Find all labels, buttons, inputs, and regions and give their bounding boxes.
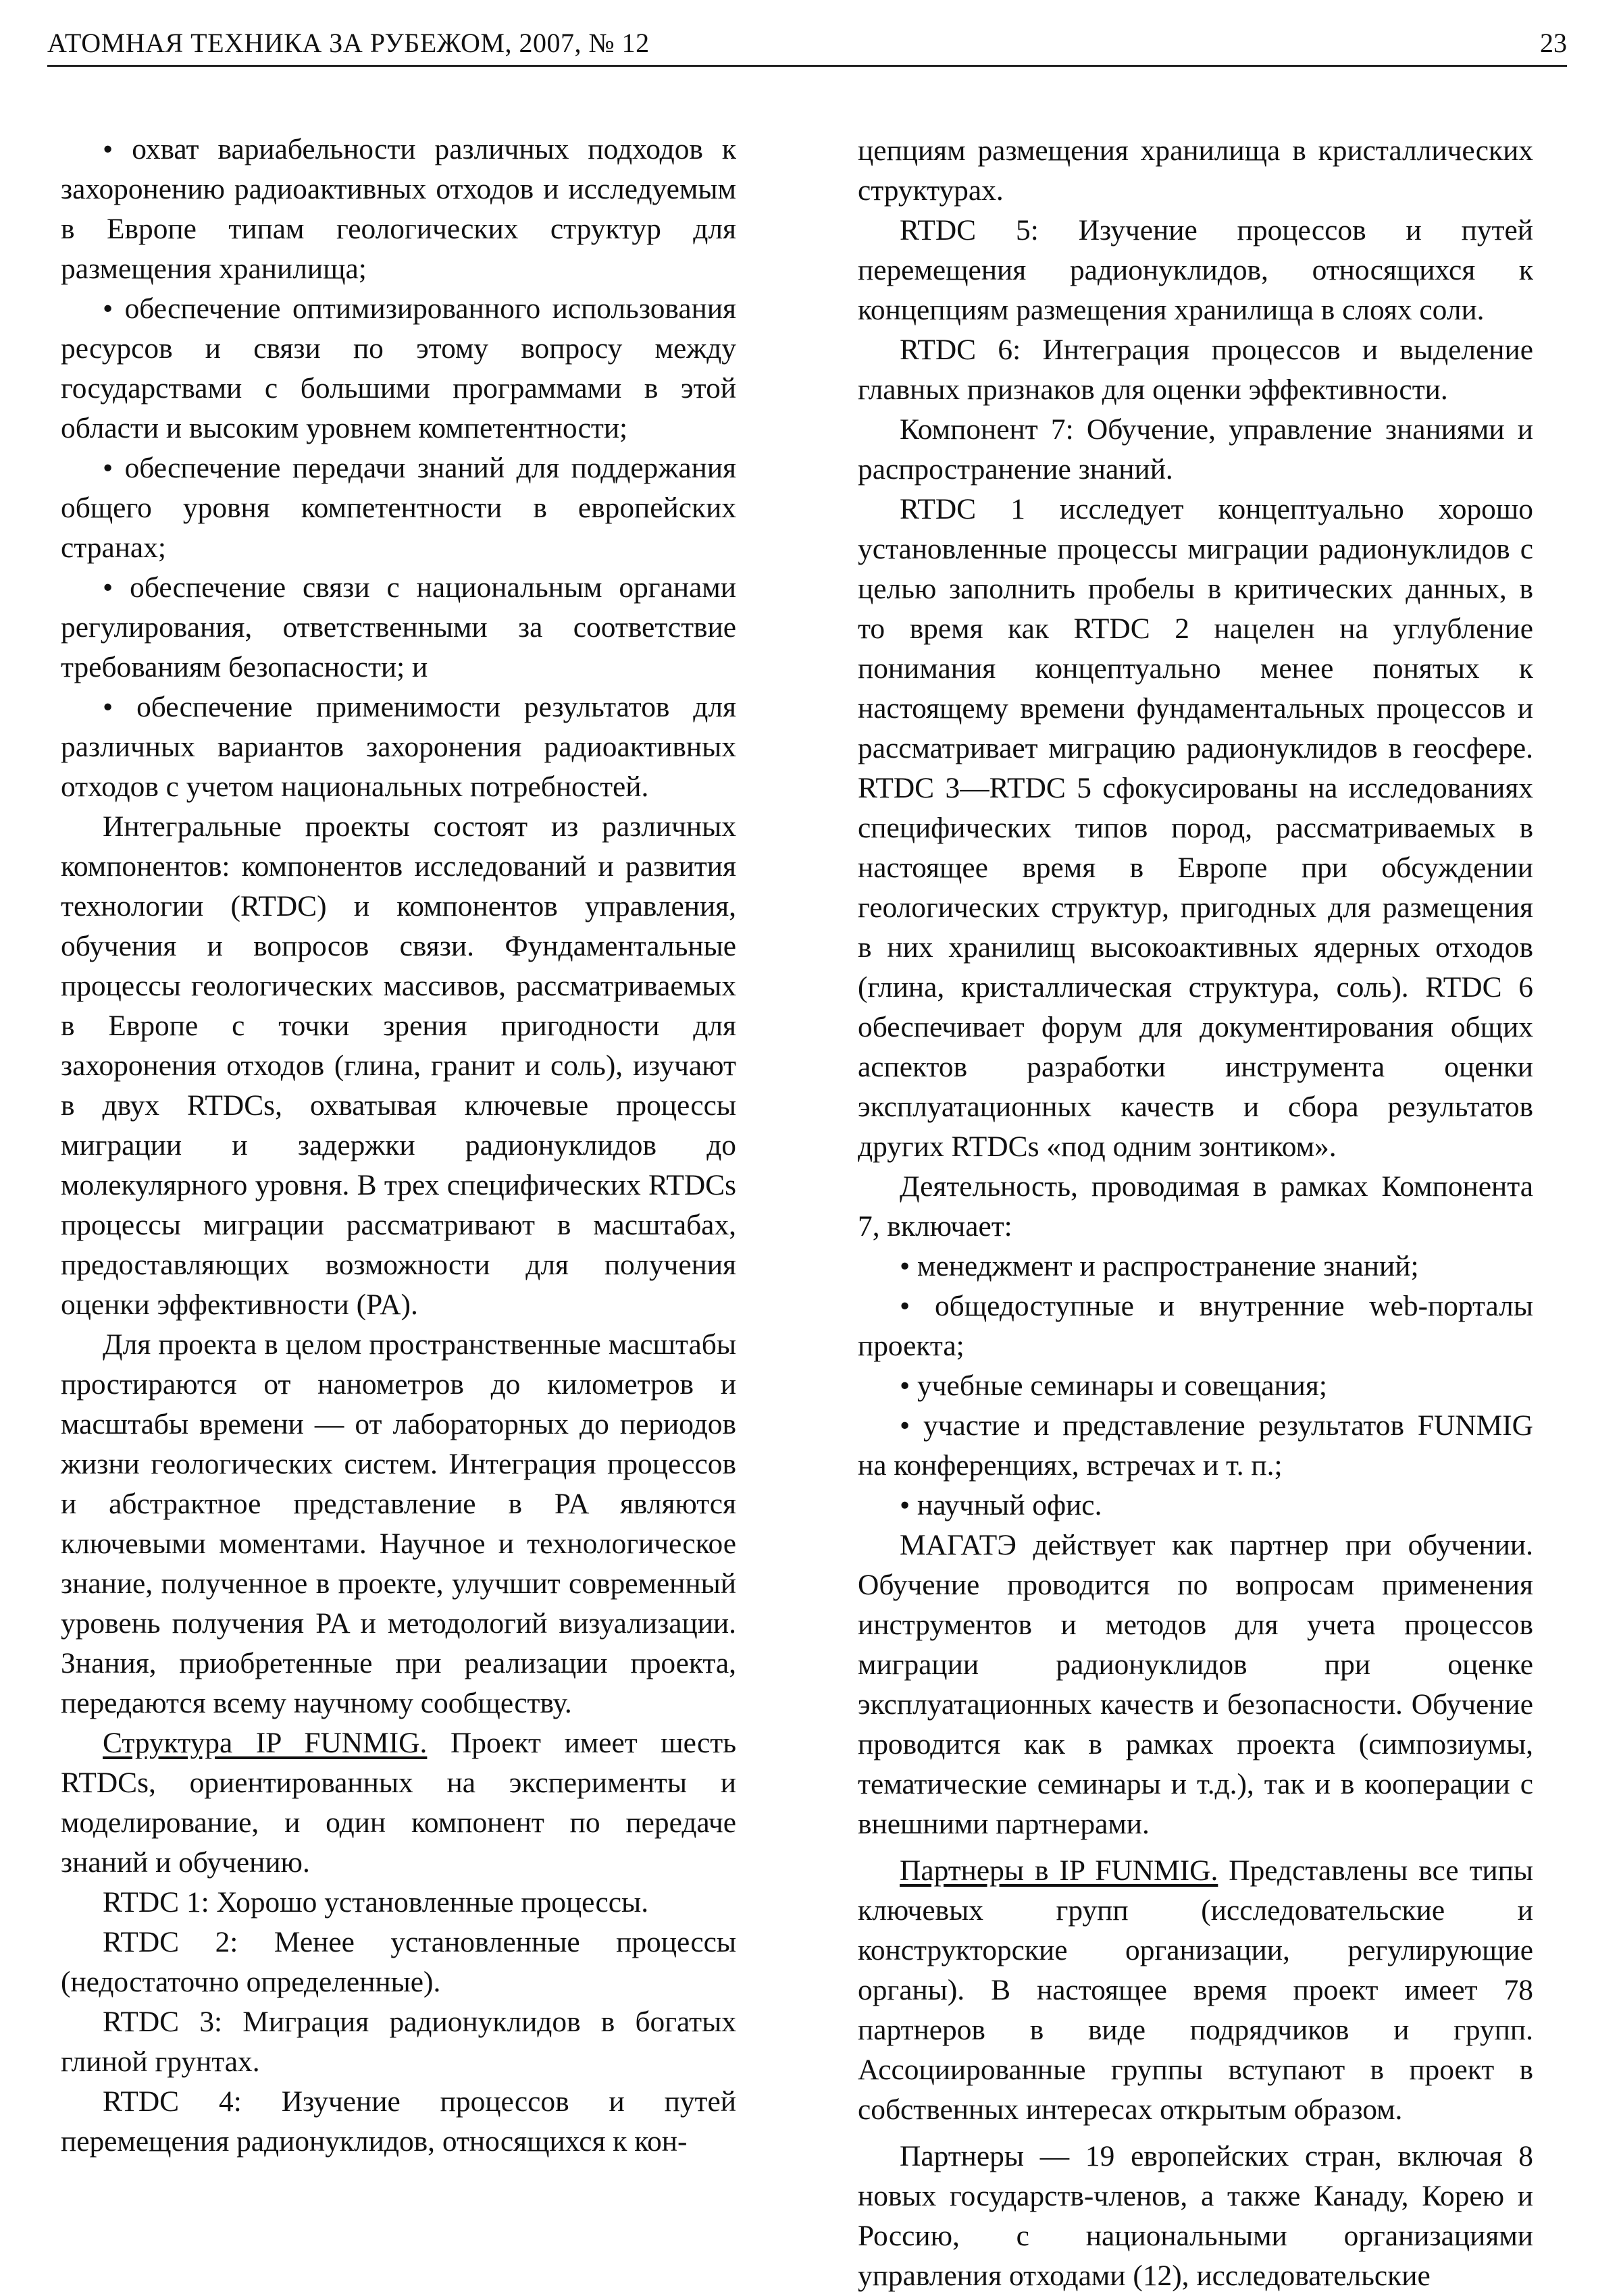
running-header	[47, 26, 1567, 67]
bullet-paragraph: • общедоступные и внутренние web-порталы проекта;	[858, 1290, 1533, 1362]
bullet-paragraph: • обеспечение применимости результатов для различных вариантов захоронения радиоактивных отходов с учетом национальных потребностей.	[61, 691, 736, 803]
bullet-paragraph: • менеджмент и распространение знаний;	[900, 1250, 1419, 1282]
bullet-paragraph: • обеспечение оптимизированного использования ресурсов и связи по этому вопросу между государствами с большими программами в этой области и высоким уровнем компетентности;	[61, 292, 736, 444]
structure-text: Проект имеет шесть RTDCs, ориентированных на эксперименты и моделирование, и один компонент по передаче знаний и обучению.	[61, 1727, 736, 1879]
rtdc-item: RTDC 5: Изучение процессов и путей перемещения радионуклидов, относящихся к концепциям размещения хранилища в слоях соли.	[858, 214, 1533, 326]
rtdc-item: RTDC 4: Изучение процессов и путей перемещения радионуклидов, относящихся к кон-	[61, 2085, 736, 2158]
page-number: 23	[1540, 28, 1567, 58]
continued-paragraph: цепциям размещения хранилища в кристаллических структурах.	[858, 134, 1533, 207]
left-column	[61, 130, 736, 2162]
bullet-paragraph: • учебные семинары и совещания;	[900, 1369, 1327, 1402]
bullet-paragraph: • обеспечение связи с национальным органами регулирования, ответственными за соответствие требованиям безопасности; и	[61, 571, 736, 683]
bullet-paragraph: • обеспечение передачи знаний для поддержания общего уровня компетентности в европейских странах;	[61, 452, 736, 564]
body-paragraph: Интегральные проекты состоят из различных компонентов: компонентов исследований и развития технологии (RTDC) и компонентов управления, обучения и вопросов связи. Фундаментальные процессы геологических массивов, рассматриваемых в Европе с точки зрения пригодности для захоронения отходов (глина, гранит и соль), изучают в двух RTDCs, охватывая ключевые процессы миграции и задержки радионуклидов до молекулярного уровня. В трех специфических RTDCs процессы миграции рассматривают в масштабах, предоставляющих возможности для получения оценки эффективности (PA).	[61, 810, 736, 1321]
bullet-paragraph: • охват вариабельности различных подходов к захоронению радиоактивных отходов и исследуемым в Европе типам геологических структур для размещения хранилища;	[61, 133, 736, 285]
body-paragraph: RTDC 1 исследует концептуально хорошо установленные процессы миграции радионуклидов с целью заполнить пробелы в критических данных, в то время как RTDC 2 нацелен на углубление понимания концептуально менее понятых к настоящему времени фундаментальных процессов и рассматривает миграцию радионуклидов в геосфере. RTDC 3—RTDC 5 сфокусированы на исследованиях специфических типов пород, рассматриваемых в настоящее время в Европе при обсуждении геологических структур, пригодных для размещения в них хранилищ высокоактивных ядерных отходов (глина, кристаллическая структура, соль). RTDC 6 обеспечивает форум для документирования общих аспектов разработки инструмента оценки эксплуатационных качеств и сбора результатов других RTDCs «под одним зонтиком».	[858, 493, 1533, 1163]
body-paragraph: Деятельность, проводимая в рамках Компонента 7, включает:	[858, 1170, 1533, 1243]
body-paragraph: Партнеры — 19 европейских стран, включая 8 новых государств-членов, а также Канаду, Корею и Россию, с национальными организациями управления отходами (12), исследовательские	[858, 2140, 1533, 2292]
partners-heading: Партнеры в IP FUNMIG.	[900, 1854, 1218, 1887]
rtdc-item: RTDC 2: Менее установленные процессы (недостаточно определенные).	[61, 1926, 736, 1998]
body-paragraph: Для проекта в целом пространственные масштабы простираются от нанометров до километров и масштабы времени — от лабораторных до периодов жизни геологических систем. Интеграция процессов и абстрактное представление в PA являются ключевыми моментами. Научное и технологическое знание, полученное в проекте, улучшит современный уровень получения PA и методологий визуализации. Знания, приобретенные при реализации проекта, передаются всему научному сообществу.	[61, 1328, 736, 1719]
journal-title: АТОМНАЯ ТЕХНИКА ЗА РУБЕЖОМ, 2007, № 12	[47, 28, 650, 58]
bullet-paragraph: • научный офис.	[900, 1489, 1102, 1521]
rtdc-item: RTDC 3: Миграция радионуклидов в богатых глиной грунтах.	[61, 2006, 736, 2078]
structure-heading: Структура IP FUNMIG.	[103, 1727, 428, 1759]
body-paragraph: МАГАТЭ действует как партнер при обучении. Обучение проводится по вопросам применения инструментов и методов для учета процессов миграции радионуклидов при оценке эксплуатационных качеств и безопасности. Обучение проводится как в рамках проекта (симпозиумы, тематические семинары и т.д.), так и в кооперации с внешними партнерами.	[858, 1529, 1533, 1840]
rtdc-item: RTDC 6: Интеграция процессов и выделение главных признаков для оценки эффективности.	[858, 334, 1533, 406]
partners-paragraph	[858, 1851, 1533, 2130]
right-column	[858, 131, 1533, 2296]
structure-paragraph	[61, 1723, 736, 1883]
component-item: Компонент 7: Обучение, управление знаниями и распространение знаний.	[858, 413, 1533, 486]
bullet-paragraph: • участие и представление результатов FUNMIG на конференциях, встречах и т. п.;	[858, 1409, 1533, 1482]
rtdc-item: RTDC 1: Хорошо установленные процессы.	[103, 1886, 649, 1919]
partners-text: Представлены все типы ключевых групп (исследовательские и конструкторские организации, регулирующие органы). В настоящее время проект имеет 78 партнеров в виде подрядчиков и групп. Ассоциированные группы вступают в проект в собственных интересах открытым образом.	[858, 1854, 1534, 2126]
